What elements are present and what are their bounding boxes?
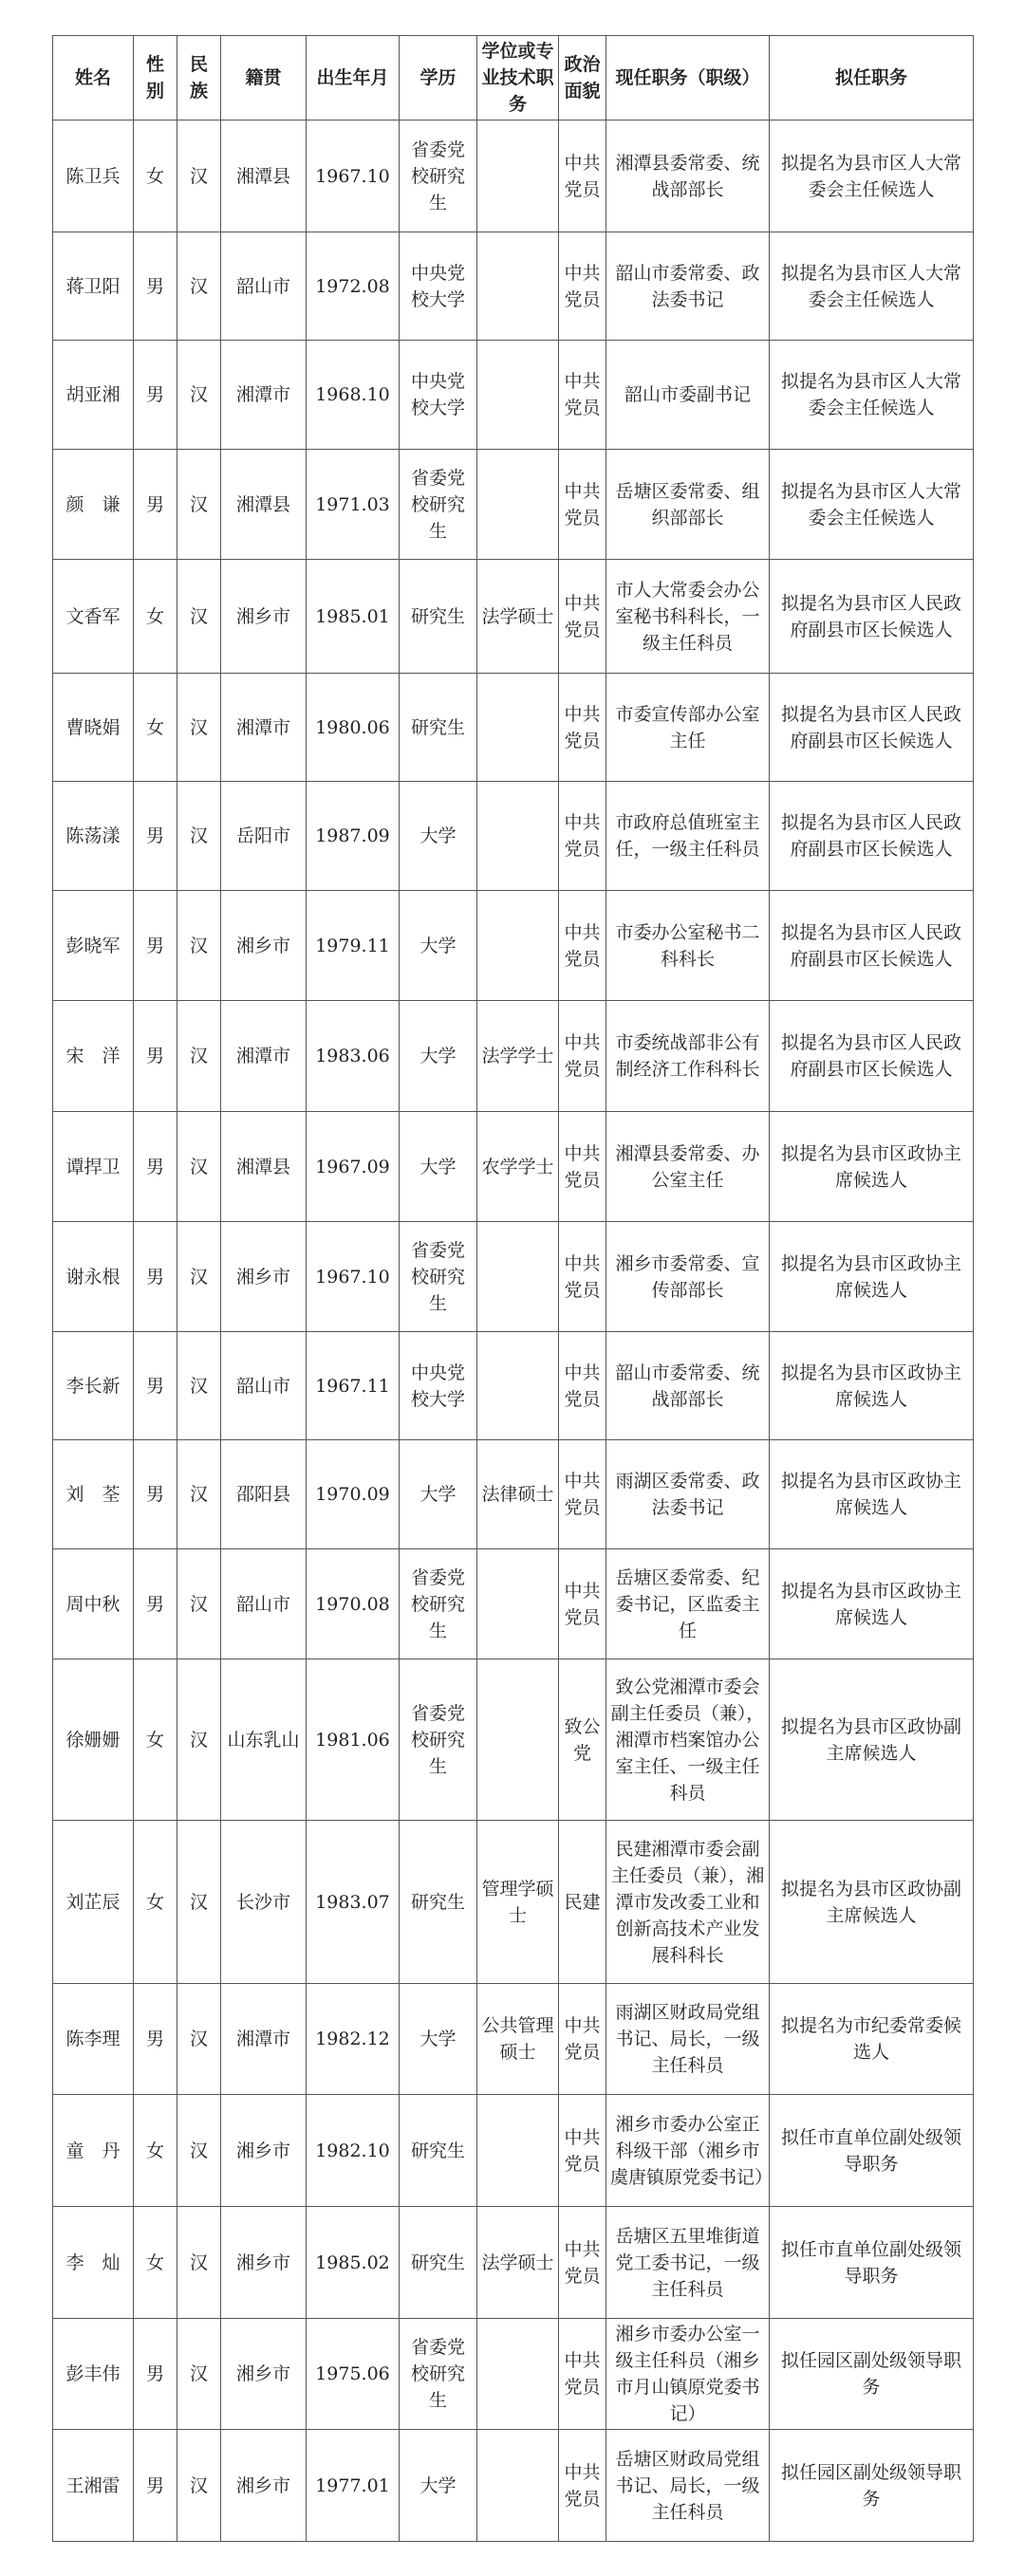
cell-current-position: 民建湘潭市委会副主任委员（兼），湘潭市发改委工业和创新高技术产业发展科科长 bbox=[606, 1821, 770, 1984]
cell-proposed-position: 拟提名为县市区政协主席候选人 bbox=[770, 1440, 974, 1549]
table-row bbox=[53, 2207, 974, 2319]
cell-native-place: 韶山市 bbox=[221, 232, 307, 341]
cell-degree bbox=[477, 341, 559, 450]
cell-birth-date: 1970.08 bbox=[307, 1549, 400, 1659]
cell-native-place: 湘乡市 bbox=[221, 560, 307, 674]
cell-education: 大学 bbox=[400, 1001, 477, 1112]
cell-birth-date: 1968.10 bbox=[307, 341, 400, 450]
cell-ethnicity: 汉 bbox=[177, 120, 221, 232]
cell-name: 彭晓军 bbox=[53, 891, 134, 1001]
cell-name: 周中秋 bbox=[53, 1549, 134, 1659]
cell-name: 刘芷辰 bbox=[53, 1821, 134, 1984]
cell-political-status: 中共党员 bbox=[559, 2207, 606, 2319]
cell-name: 陈卫兵 bbox=[53, 120, 134, 232]
cell-current-position: 岳塘区五里堆街道党工委书记，一级主任科员 bbox=[606, 2207, 770, 2319]
cell-education: 研究生 bbox=[400, 1821, 477, 1984]
column-header-name: 姓名 bbox=[53, 36, 134, 120]
cell-native-place: 湘潭市 bbox=[221, 674, 307, 782]
cell-name: 颜 谦 bbox=[53, 450, 134, 560]
cell-current-position: 岳塘区委常委、纪委书记，区监委主任 bbox=[606, 1549, 770, 1659]
cell-political-status: 中共党员 bbox=[559, 1112, 606, 1222]
personnel-table bbox=[52, 35, 974, 2542]
cell-birth-date: 1979.11 bbox=[307, 891, 400, 1001]
cell-ethnicity: 汉 bbox=[177, 560, 221, 674]
cell-native-place: 湘潭县 bbox=[221, 120, 307, 232]
cell-name: 谢永根 bbox=[53, 1222, 134, 1332]
cell-ethnicity: 汉 bbox=[177, 1659, 221, 1821]
cell-current-position: 湘乡市委办公室正科级干部（湘乡市虞唐镇原党委书记） bbox=[606, 2095, 770, 2207]
cell-gender: 男 bbox=[134, 1440, 177, 1549]
cell-education: 省委党校研究生 bbox=[400, 120, 477, 232]
cell-gender: 女 bbox=[134, 2207, 177, 2319]
table-row bbox=[53, 674, 974, 782]
cell-current-position: 市人大常委会办公室秘书科科长，一级主任科员 bbox=[606, 560, 770, 674]
cell-proposed-position: 拟提名为县市区政协副主席候选人 bbox=[770, 1659, 974, 1821]
cell-name: 李长新 bbox=[53, 1332, 134, 1440]
cell-proposed-position: 拟提名为县市区人民政府副县市区长候选人 bbox=[770, 1001, 974, 1112]
cell-native-place: 山东乳山 bbox=[221, 1659, 307, 1821]
cell-current-position: 市政府总值班室主任，一级主任科员 bbox=[606, 782, 770, 891]
cell-political-status: 中共党员 bbox=[559, 1549, 606, 1659]
cell-proposed-position: 拟提名为县市区人大常委会主任候选人 bbox=[770, 232, 974, 341]
cell-ethnicity: 汉 bbox=[177, 1440, 221, 1549]
cell-education: 大学 bbox=[400, 782, 477, 891]
cell-native-place: 湘乡市 bbox=[221, 2095, 307, 2207]
column-header-degree: 学位或专业技术职务 bbox=[477, 36, 559, 120]
cell-ethnicity: 汉 bbox=[177, 782, 221, 891]
cell-ethnicity: 汉 bbox=[177, 2319, 221, 2430]
cell-proposed-position: 拟任市直单位副处级领导职务 bbox=[770, 2207, 974, 2319]
cell-gender: 男 bbox=[134, 341, 177, 450]
cell-birth-date: 1983.07 bbox=[307, 1821, 400, 1984]
cell-birth-date: 1970.09 bbox=[307, 1440, 400, 1549]
cell-education: 研究生 bbox=[400, 2207, 477, 2319]
cell-name: 文香军 bbox=[53, 560, 134, 674]
table-row bbox=[53, 1821, 974, 1984]
cell-education: 大学 bbox=[400, 1440, 477, 1549]
cell-degree bbox=[477, 232, 559, 341]
cell-ethnicity: 汉 bbox=[177, 2430, 221, 2542]
cell-education: 中央党校大学 bbox=[400, 341, 477, 450]
cell-native-place: 湘乡市 bbox=[221, 2319, 307, 2430]
cell-political-status: 致公党 bbox=[559, 1659, 606, 1821]
cell-education: 大学 bbox=[400, 1984, 477, 2095]
cell-ethnicity: 汉 bbox=[177, 232, 221, 341]
cell-political-status: 中共党员 bbox=[559, 2095, 606, 2207]
column-header-native-place: 籍贯 bbox=[221, 36, 307, 120]
cell-ethnicity: 汉 bbox=[177, 2207, 221, 2319]
cell-native-place: 长沙市 bbox=[221, 1821, 307, 1984]
cell-gender: 女 bbox=[134, 1659, 177, 1821]
cell-education: 研究生 bbox=[400, 560, 477, 674]
header-row bbox=[53, 36, 974, 120]
cell-name: 王湘雷 bbox=[53, 2430, 134, 2542]
cell-birth-date: 1972.08 bbox=[307, 232, 400, 341]
cell-degree bbox=[477, 1549, 559, 1659]
cell-gender: 男 bbox=[134, 1549, 177, 1659]
cell-political-status: 中共党员 bbox=[559, 2319, 606, 2430]
cell-political-status: 中共党员 bbox=[559, 2430, 606, 2542]
cell-proposed-position: 拟提名为县市区人民政府副县市区长候选人 bbox=[770, 782, 974, 891]
column-header-proposed-position: 拟任职务 bbox=[770, 36, 974, 120]
cell-proposed-position: 拟提名为县市区政协主席候选人 bbox=[770, 1222, 974, 1332]
cell-proposed-position: 拟提名为县市区人大常委会主任候选人 bbox=[770, 341, 974, 450]
cell-degree bbox=[477, 1332, 559, 1440]
cell-current-position: 雨湖区财政局党组书记、局长，一级主任科员 bbox=[606, 1984, 770, 2095]
cell-political-status: 民建 bbox=[559, 1821, 606, 1984]
cell-name: 刘 荃 bbox=[53, 1440, 134, 1549]
cell-ethnicity: 汉 bbox=[177, 674, 221, 782]
cell-native-place: 韶山市 bbox=[221, 1549, 307, 1659]
cell-political-status: 中共党员 bbox=[559, 341, 606, 450]
cell-native-place: 湘乡市 bbox=[221, 891, 307, 1001]
cell-proposed-position: 拟任市直单位副处级领导职务 bbox=[770, 2095, 974, 2207]
cell-political-status: 中共党员 bbox=[559, 1440, 606, 1549]
cell-birth-date: 1977.01 bbox=[307, 2430, 400, 2542]
cell-birth-date: 1967.10 bbox=[307, 120, 400, 232]
table-row bbox=[53, 1001, 974, 1112]
cell-ethnicity: 汉 bbox=[177, 341, 221, 450]
cell-gender: 男 bbox=[134, 2319, 177, 2430]
cell-native-place: 湘潭市 bbox=[221, 1001, 307, 1112]
cell-birth-date: 1982.12 bbox=[307, 1984, 400, 2095]
cell-degree bbox=[477, 891, 559, 1001]
cell-proposed-position: 拟提名为县市区政协主席候选人 bbox=[770, 1112, 974, 1222]
table-row bbox=[53, 450, 974, 560]
cell-name: 蒋卫阳 bbox=[53, 232, 134, 341]
cell-education: 省委党校研究生 bbox=[400, 1222, 477, 1332]
cell-degree: 法学硕士 bbox=[477, 2207, 559, 2319]
cell-native-place: 韶山市 bbox=[221, 1332, 307, 1440]
cell-current-position: 岳塘区财政局党组书记、局长，一级主任科员 bbox=[606, 2430, 770, 2542]
table-row bbox=[53, 782, 974, 891]
cell-birth-date: 1980.06 bbox=[307, 674, 400, 782]
cell-current-position: 市委办公室秘书二科科长 bbox=[606, 891, 770, 1001]
cell-political-status: 中共党员 bbox=[559, 1984, 606, 2095]
cell-political-status: 中共党员 bbox=[559, 674, 606, 782]
cell-birth-date: 1987.09 bbox=[307, 782, 400, 891]
column-header-gender: 性别 bbox=[134, 36, 177, 120]
table-row bbox=[53, 560, 974, 674]
cell-gender: 男 bbox=[134, 2430, 177, 2542]
cell-birth-date: 1967.09 bbox=[307, 1112, 400, 1222]
cell-education: 大学 bbox=[400, 1112, 477, 1222]
cell-gender: 女 bbox=[134, 120, 177, 232]
cell-current-position: 市委宣传部办公室主任 bbox=[606, 674, 770, 782]
cell-current-position: 韶山市委常委、政法委书记 bbox=[606, 232, 770, 341]
cell-native-place: 湘潭县 bbox=[221, 450, 307, 560]
cell-birth-date: 1971.03 bbox=[307, 450, 400, 560]
cell-gender: 男 bbox=[134, 1001, 177, 1112]
cell-political-status: 中共党员 bbox=[559, 120, 606, 232]
cell-current-position: 韶山市委副书记 bbox=[606, 341, 770, 450]
cell-education: 大学 bbox=[400, 2430, 477, 2542]
cell-degree bbox=[477, 2319, 559, 2430]
cell-birth-date: 1982.10 bbox=[307, 2095, 400, 2207]
cell-degree bbox=[477, 2095, 559, 2207]
cell-birth-date: 1975.06 bbox=[307, 2319, 400, 2430]
cell-education: 省委党校研究生 bbox=[400, 450, 477, 560]
cell-name: 谭捍卫 bbox=[53, 1112, 134, 1222]
cell-proposed-position: 拟提名为县市区政协主席候选人 bbox=[770, 1332, 974, 1440]
cell-name: 胡亚湘 bbox=[53, 341, 134, 450]
cell-ethnicity: 汉 bbox=[177, 891, 221, 1001]
cell-degree bbox=[477, 1222, 559, 1332]
table-row bbox=[53, 1440, 974, 1549]
cell-degree: 法学学士 bbox=[477, 1001, 559, 1112]
cell-proposed-position: 拟提名为县市区政协副主席候选人 bbox=[770, 1821, 974, 1984]
cell-name: 陈荡漾 bbox=[53, 782, 134, 891]
cell-proposed-position: 拟提名为县市区人大常委会主任候选人 bbox=[770, 120, 974, 232]
cell-proposed-position: 拟提名为县市区政协主席候选人 bbox=[770, 1549, 974, 1659]
cell-political-status: 中共党员 bbox=[559, 1222, 606, 1332]
cell-degree bbox=[477, 674, 559, 782]
cell-gender: 女 bbox=[134, 2095, 177, 2207]
cell-ethnicity: 汉 bbox=[177, 1112, 221, 1222]
cell-birth-date: 1967.10 bbox=[307, 1222, 400, 1332]
cell-proposed-position: 拟提名为县市区人民政府副县市区长候选人 bbox=[770, 891, 974, 1001]
cell-ethnicity: 汉 bbox=[177, 1549, 221, 1659]
cell-proposed-position: 拟提名为县市区人民政府副县市区长候选人 bbox=[770, 674, 974, 782]
cell-ethnicity: 汉 bbox=[177, 1222, 221, 1332]
table-row bbox=[53, 891, 974, 1001]
cell-current-position: 湘潭县委常委、办公室主任 bbox=[606, 1112, 770, 1222]
cell-birth-date: 1981.06 bbox=[307, 1659, 400, 1821]
table-row bbox=[53, 2430, 974, 2542]
cell-native-place: 湘乡市 bbox=[221, 1222, 307, 1332]
column-header-education: 学历 bbox=[400, 36, 477, 120]
cell-gender: 女 bbox=[134, 1821, 177, 1984]
cell-ethnicity: 汉 bbox=[177, 450, 221, 560]
table-row bbox=[53, 2095, 974, 2207]
cell-birth-date: 1967.11 bbox=[307, 1332, 400, 1440]
table-row bbox=[53, 1659, 974, 1821]
column-header-political-status: 政治面貌 bbox=[559, 36, 606, 120]
table-row bbox=[53, 1222, 974, 1332]
cell-degree: 公共管理硕士 bbox=[477, 1984, 559, 2095]
cell-gender: 男 bbox=[134, 891, 177, 1001]
column-header-current-position: 现任职务（职级） bbox=[606, 36, 770, 120]
table-row bbox=[53, 120, 974, 232]
cell-gender: 女 bbox=[134, 674, 177, 782]
cell-degree bbox=[477, 120, 559, 232]
cell-gender: 男 bbox=[134, 782, 177, 891]
cell-political-status: 中共党员 bbox=[559, 450, 606, 560]
cell-proposed-position: 拟任园区副处级领导职务 bbox=[770, 2319, 974, 2430]
cell-degree bbox=[477, 782, 559, 891]
cell-native-place: 邵阳县 bbox=[221, 1440, 307, 1549]
cell-gender: 男 bbox=[134, 232, 177, 341]
cell-birth-date: 1985.01 bbox=[307, 560, 400, 674]
cell-education: 省委党校研究生 bbox=[400, 1659, 477, 1821]
cell-native-place: 湘潭市 bbox=[221, 341, 307, 450]
table-row bbox=[53, 2319, 974, 2430]
cell-current-position: 韶山市委常委、统战部部长 bbox=[606, 1332, 770, 1440]
cell-current-position: 市委统战部非公有制经济工作科科长 bbox=[606, 1001, 770, 1112]
cell-native-place: 湘潭市 bbox=[221, 1984, 307, 2095]
table-row bbox=[53, 341, 974, 450]
cell-degree: 农学学士 bbox=[477, 1112, 559, 1222]
cell-gender: 男 bbox=[134, 1332, 177, 1440]
cell-native-place: 湘乡市 bbox=[221, 2207, 307, 2319]
cell-political-status: 中共党员 bbox=[559, 560, 606, 674]
cell-proposed-position: 拟提名为县市区人民政府副县市区长候选人 bbox=[770, 560, 974, 674]
cell-education: 研究生 bbox=[400, 2095, 477, 2207]
cell-birth-date: 1985.02 bbox=[307, 2207, 400, 2319]
cell-gender: 男 bbox=[134, 450, 177, 560]
cell-name: 童 丹 bbox=[53, 2095, 134, 2207]
cell-current-position: 岳塘区委常委、组织部部长 bbox=[606, 450, 770, 560]
table-row bbox=[53, 1112, 974, 1222]
column-header-ethnicity: 民族 bbox=[177, 36, 221, 120]
table-row bbox=[53, 1984, 974, 2095]
cell-name: 李 灿 bbox=[53, 2207, 134, 2319]
table-row bbox=[53, 1332, 974, 1440]
cell-name: 宋 洋 bbox=[53, 1001, 134, 1112]
cell-proposed-position: 拟任园区副处级领导职务 bbox=[770, 2430, 974, 2542]
cell-current-position: 湘乡市委办公室一级主任科员（湘乡市月山镇原党委书记） bbox=[606, 2319, 770, 2430]
cell-birth-date: 1983.06 bbox=[307, 1001, 400, 1112]
cell-political-status: 中共党员 bbox=[559, 232, 606, 341]
cell-degree bbox=[477, 1659, 559, 1821]
cell-education: 中央党校大学 bbox=[400, 232, 477, 341]
cell-political-status: 中共党员 bbox=[559, 891, 606, 1001]
cell-native-place: 湘乡市 bbox=[221, 2430, 307, 2542]
cell-degree: 法学硕士 bbox=[477, 560, 559, 674]
cell-native-place: 湘潭县 bbox=[221, 1112, 307, 1222]
cell-ethnicity: 汉 bbox=[177, 1001, 221, 1112]
cell-ethnicity: 汉 bbox=[177, 2095, 221, 2207]
table-row bbox=[53, 232, 974, 341]
cell-name: 曹晓娟 bbox=[53, 674, 134, 782]
cell-current-position: 致公党湘潭市委会副主任委员（兼），湘潭市档案馆办公室主任、一级主任科员 bbox=[606, 1659, 770, 1821]
cell-education: 省委党校研究生 bbox=[400, 2319, 477, 2430]
cell-ethnicity: 汉 bbox=[177, 1821, 221, 1984]
cell-political-status: 中共党员 bbox=[559, 1001, 606, 1112]
cell-ethnicity: 汉 bbox=[177, 1332, 221, 1440]
cell-gender: 男 bbox=[134, 1222, 177, 1332]
cell-gender: 男 bbox=[134, 1984, 177, 2095]
table-row bbox=[53, 1549, 974, 1659]
cell-degree bbox=[477, 450, 559, 560]
cell-gender: 女 bbox=[134, 560, 177, 674]
cell-education: 研究生 bbox=[400, 674, 477, 782]
cell-education: 中央党校大学 bbox=[400, 1332, 477, 1440]
cell-name: 陈李理 bbox=[53, 1984, 134, 2095]
cell-current-position: 湘乡市委常委、宣传部部长 bbox=[606, 1222, 770, 1332]
cell-name: 彭丰伟 bbox=[53, 2319, 134, 2430]
cell-proposed-position: 拟提名为市纪委常委候选人 bbox=[770, 1984, 974, 2095]
cell-degree bbox=[477, 2430, 559, 2542]
cell-current-position: 湘潭县委常委、统战部部长 bbox=[606, 120, 770, 232]
cell-degree: 管理学硕士 bbox=[477, 1821, 559, 1984]
cell-proposed-position: 拟提名为县市区人大常委会主任候选人 bbox=[770, 450, 974, 560]
cell-name: 徐姗姗 bbox=[53, 1659, 134, 1821]
cell-education: 大学 bbox=[400, 891, 477, 1001]
cell-gender: 男 bbox=[134, 1112, 177, 1222]
cell-native-place: 岳阳市 bbox=[221, 782, 307, 891]
cell-political-status: 中共党员 bbox=[559, 1332, 606, 1440]
cell-ethnicity: 汉 bbox=[177, 1984, 221, 2095]
cell-political-status: 中共党员 bbox=[559, 782, 606, 891]
cell-current-position: 雨湖区委常委、政法委书记 bbox=[606, 1440, 770, 1549]
cell-education: 省委党校研究生 bbox=[400, 1549, 477, 1659]
cell-degree: 法律硕士 bbox=[477, 1440, 559, 1549]
column-header-birth-date: 出生年月 bbox=[307, 36, 400, 120]
